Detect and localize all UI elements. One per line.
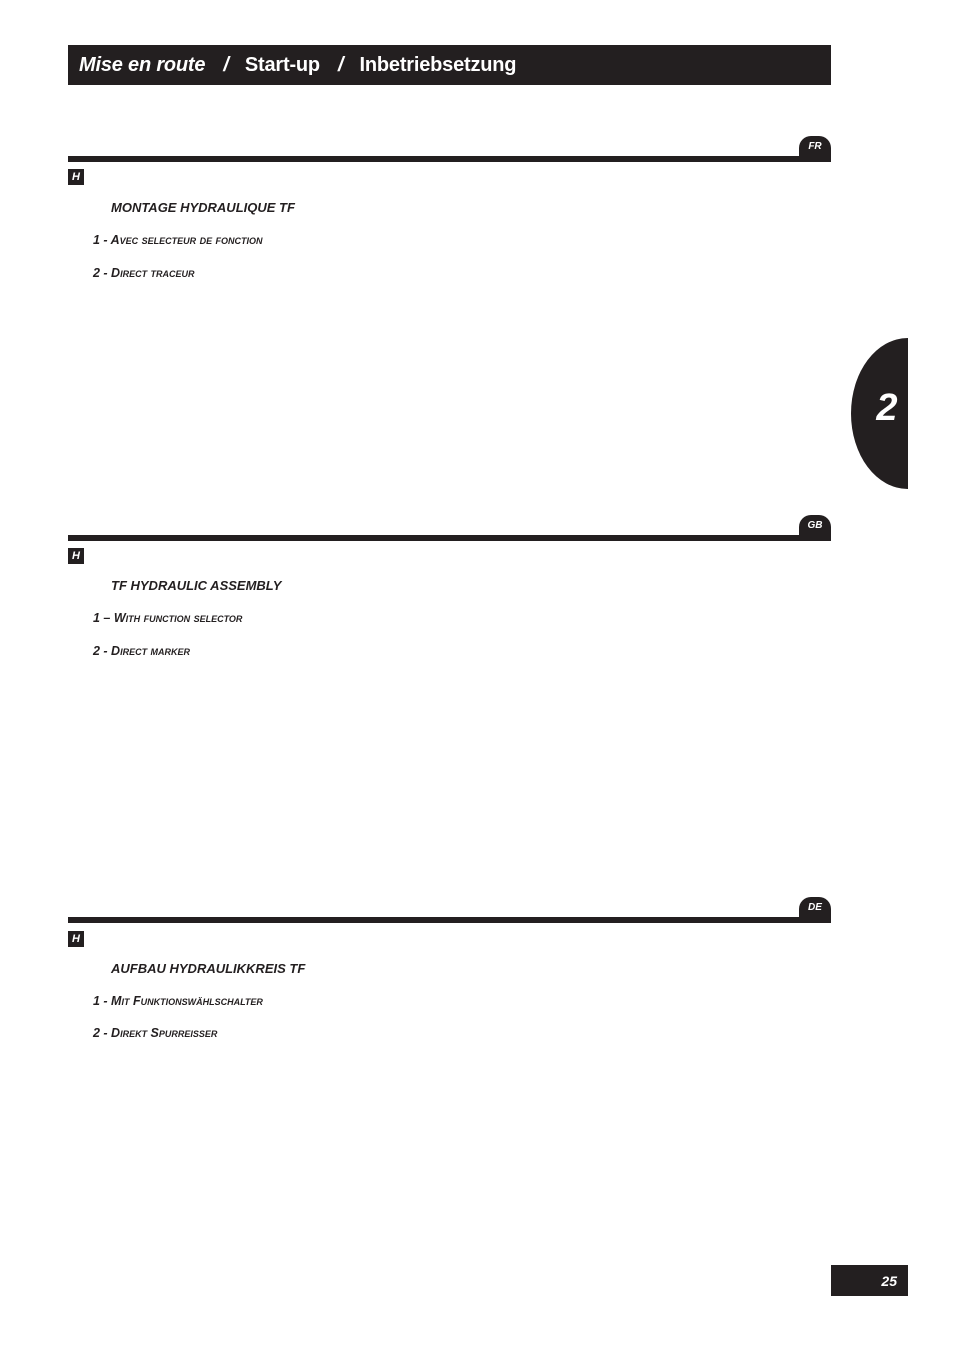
header-separator: / bbox=[223, 53, 229, 76]
section-divider bbox=[68, 156, 831, 162]
section-divider bbox=[68, 917, 831, 923]
chapter-number: 2 bbox=[876, 387, 898, 429]
section-marker: H bbox=[68, 169, 84, 185]
header-title-gb: Start-up bbox=[244, 53, 320, 76]
list-item: 1 - Mit Funktionswählschalter bbox=[93, 994, 263, 1008]
list-item: 1 – With function selector bbox=[93, 611, 243, 625]
page-header bbox=[68, 45, 831, 85]
list-item: 2 - Direct marker bbox=[93, 644, 191, 658]
section-title: MONTAGE HYDRAULIQUE TF bbox=[111, 200, 295, 215]
section-title: AUFBAU HYDRAULIKKREIS TF bbox=[111, 961, 306, 976]
header-title-de: Inbetriebsetzung bbox=[359, 53, 517, 76]
section-marker: H bbox=[68, 548, 84, 564]
page-number: 25 bbox=[831, 1265, 908, 1296]
lang-tab-fr: FR bbox=[799, 136, 831, 160]
lang-tab-gb: GB bbox=[799, 515, 831, 539]
section-title: TF HYDRAULIC ASSEMBLY bbox=[111, 578, 282, 593]
list-item: 1 - Avec selecteur de fonction bbox=[93, 233, 263, 247]
header-separator: / bbox=[337, 53, 344, 76]
lang-tab-de: DE bbox=[799, 897, 831, 921]
header-title-fr: Mise en route bbox=[79, 53, 206, 76]
section-marker: H bbox=[68, 931, 84, 947]
list-item: 2 - Direct traceur bbox=[93, 266, 195, 280]
section-divider bbox=[68, 535, 831, 541]
list-item: 2 - Direkt Spurreisser bbox=[93, 1026, 218, 1040]
